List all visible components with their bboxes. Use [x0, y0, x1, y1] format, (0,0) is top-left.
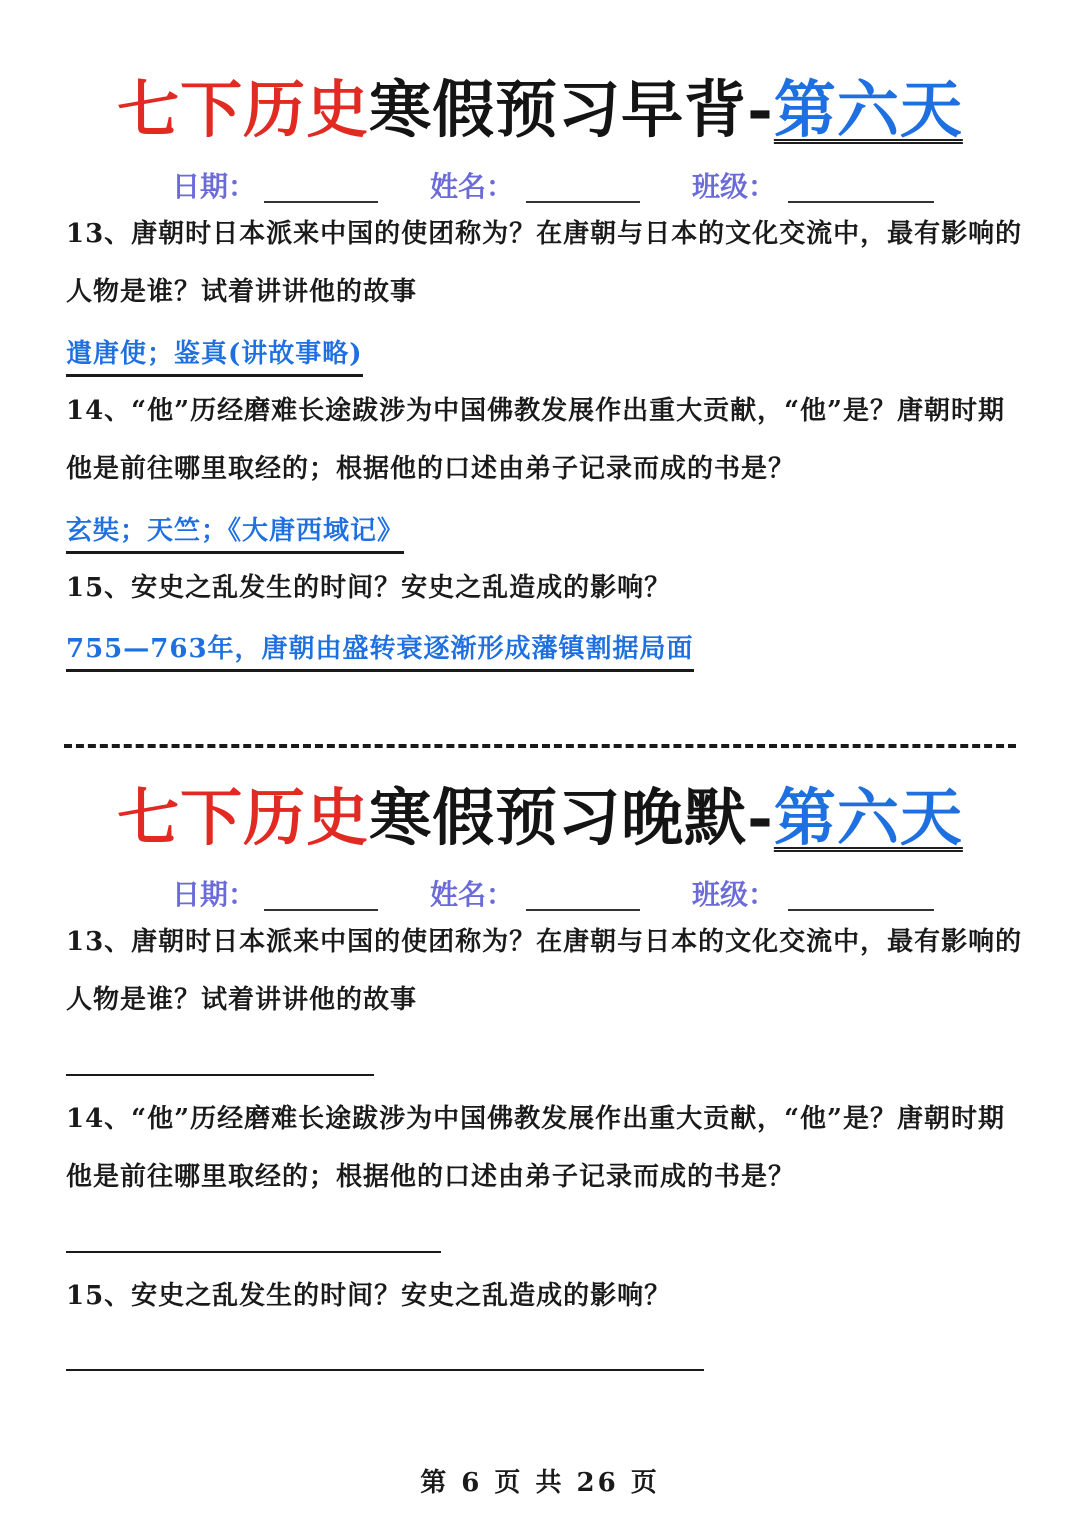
- question-15: 15、安史之乱发生的时间？安史之乱造成的影响？: [66, 573, 672, 603]
- title-blue-part: 第六天: [773, 73, 963, 146]
- date-blank[interactable]: [264, 909, 378, 911]
- answer-15: 755—763年，唐朝由盛转衰逐渐形成藩镇割据局面: [66, 631, 694, 672]
- class-label: 班级：: [692, 170, 777, 203]
- info-row: [0, 165, 1080, 209]
- answer-line-15[interactable]: [66, 1369, 704, 1371]
- question-13: 13、唐朝时日本派来中国的使团称为？在唐朝与日本的文化交流中，最有影响的人物是谁？试着讲讲他的故事: [66, 219, 1023, 307]
- answer-line-14[interactable]: [66, 1251, 441, 1253]
- morning-title: [0, 70, 1080, 150]
- name-label: 姓名：: [430, 878, 515, 911]
- question-14: 14、“他”历经磨难长途跋涉为中国佛教发展作出重大贡献，“他”是？唐朝时期他是前往哪里取经的；根据他的口述由弟子记录而成的书是？: [66, 396, 1006, 484]
- class-blank[interactable]: [788, 909, 934, 911]
- date-blank[interactable]: [264, 201, 378, 203]
- answer-13: 遣唐使；鉴真(讲故事略): [66, 336, 363, 377]
- title-blue-part: 第六天: [773, 781, 963, 854]
- evening-title: [0, 778, 1080, 858]
- date-label: 日期：: [172, 878, 257, 911]
- title-red-part: 七下历史: [117, 781, 370, 854]
- answer-line-13[interactable]: [66, 1074, 374, 1076]
- name-blank[interactable]: [526, 909, 640, 911]
- date-label: 日期：: [172, 170, 257, 203]
- dashed-divider: [64, 744, 1016, 748]
- question-13: 13、唐朝时日本派来中国的使团称为？在唐朝与日本的文化交流中，最有影响的人物是谁？试着讲讲他的故事: [66, 927, 1023, 1015]
- question-14: 14、“他”历经磨难长途跋涉为中国佛教发展作出重大贡献，“他”是？唐朝时期他是前往哪里取经的；根据他的口述由弟子记录而成的书是？: [66, 1104, 1006, 1192]
- title-black-part: 寒假预习早背-: [369, 73, 774, 146]
- class-label: 班级：: [692, 878, 777, 911]
- class-blank[interactable]: [788, 201, 934, 203]
- name-label: 姓名：: [430, 170, 515, 203]
- name-blank[interactable]: [526, 201, 640, 203]
- answer-14: 玄奘；天竺；《大唐西域记》: [66, 513, 404, 554]
- title-red-part: 七下历史: [117, 73, 370, 146]
- title-black-part: 寒假预习晚默-: [369, 781, 774, 854]
- info-row: [0, 873, 1080, 917]
- question-15: 15、安史之乱发生的时间？安史之乱造成的影响？: [66, 1281, 672, 1311]
- page-footer: 第 6 页 共 26 页: [420, 1468, 660, 1498]
